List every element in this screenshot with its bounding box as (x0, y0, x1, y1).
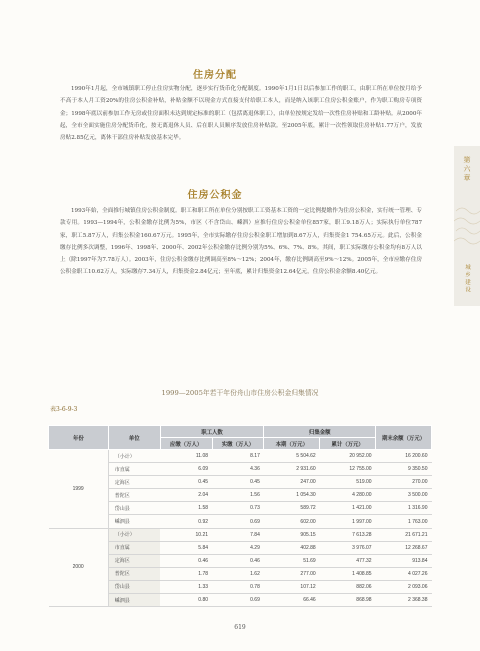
should-cell: 0.92 (160, 515, 212, 528)
actual-cell: 1.56 (212, 489, 264, 502)
year-cell: 2000 (49, 528, 109, 607)
unit-cell: 嵊泗县 (108, 515, 160, 528)
should-cell: 2.04 (160, 489, 212, 502)
balance-cell: 9 350.50 (376, 463, 432, 476)
should-cell: 1.78 (160, 567, 212, 580)
this-year-cell: 277.00 (264, 567, 320, 580)
page-number: 619 (234, 624, 246, 631)
unit-cell: 普陀区 (108, 567, 160, 580)
table-row (49, 528, 432, 541)
actual-cell: 0.69 (212, 594, 264, 607)
balance-cell: 4 027.26 (376, 567, 432, 580)
cumulative-cell: 1 997.00 (320, 515, 376, 528)
cumulative-cell: 4 280.00 (320, 489, 376, 502)
unit-cell: 岱山县 (108, 580, 160, 593)
actual-cell: 0.69 (212, 515, 264, 528)
this-year-cell: 107.12 (264, 580, 320, 593)
section-title-housing-allocation: 住房分配 (193, 70, 237, 81)
should-cell: 6.09 (160, 463, 212, 476)
this-year-cell: 602.00 (264, 515, 320, 528)
cumulative-cell: 882.06 (320, 580, 376, 593)
this-year-cell: 51.69 (264, 554, 320, 567)
actual-cell: 4.36 (212, 463, 264, 476)
unit-cell: （小计） (108, 450, 160, 463)
header-actual: 实缴（万人） (212, 438, 264, 450)
header-should: 应缴（万人） (160, 438, 212, 450)
cumulative-cell: 1 408.85 (320, 567, 376, 580)
unit-cell: 嵊泗县 (108, 594, 160, 607)
balance-cell: 21 671.21 (376, 528, 432, 541)
cumulative-cell: 519.00 (320, 476, 376, 489)
header-unit: 单位 (108, 426, 160, 450)
unit-cell: 市直属 (108, 463, 160, 476)
cumulative-cell: 20 952.00 (320, 450, 376, 463)
should-cell: 11.08 (160, 450, 212, 463)
this-year-cell: 905.15 (264, 528, 320, 541)
balance-cell: 1 316.90 (376, 502, 432, 515)
actual-cell: 7.84 (212, 528, 264, 541)
table-title: 1999—2005年若干年份舟山市住房公积金归集情况 (161, 389, 319, 397)
header-year: 年份 (49, 426, 109, 450)
cumulative-cell: 7 613.28 (320, 528, 376, 541)
this-year-cell: 2 931.60 (264, 463, 320, 476)
this-year-cell: 66.46 (264, 594, 320, 607)
table-row (49, 450, 432, 463)
header-balance: 期末余额（万元） (376, 426, 432, 450)
header-cumulative: 累计（万元） (320, 438, 376, 450)
this-year-cell: 5 504.62 (264, 450, 320, 463)
cumulative-cell: 1 421.00 (320, 502, 376, 515)
chapter-subtitle: 城乡建设 (464, 264, 470, 294)
actual-cell: 0.45 (212, 476, 264, 489)
should-cell: 0.46 (160, 554, 212, 567)
chapter-label: 第六章 (463, 156, 471, 183)
year-cell: 1999 (49, 450, 109, 529)
unit-cell: 市直属 (108, 541, 160, 554)
header-collected: 归集金额 (264, 426, 376, 438)
this-year-cell: 1 054.30 (264, 489, 320, 502)
this-year-cell: 402.88 (264, 541, 320, 554)
this-year-cell: 247.00 (264, 476, 320, 489)
section-title-housing-fund: 住房公积金 (187, 190, 243, 201)
header-this-year: 本期（万元） (264, 438, 320, 450)
chapter-side-tab (454, 146, 480, 306)
paragraph-housing-allocation: 1990年1月起，全市城镇职工停止住房实物分配，逐步实行货币化分配制度。1990年1月1日以后参加工作的职工，由职工所在单位按月给予不高于本人月工资20%的住房公积金补贴，补贴金额不以现金方式直接支付给职工本人，而是纳入该职工住房公积金账户，作为职工购房专项资金；1998年底以前参加工作无房或住房面积未达到规定标准的职工（包括离退休职工），由单位按规定发给一次性住房补贴和工龄补贴。从2000年起，全市全面实施住房分配货币化，按无离退休人员、后在职人员顺序发放住房补贴款。至2005年底，累计一次性领取住房补贴1.77万户，发放房贴2.85亿元，离休干部住房补贴发放基本完毕。 (60, 86, 422, 142)
actual-cell: 8.17 (212, 450, 264, 463)
should-cell: 5.84 (160, 541, 212, 554)
housing-fund-table (48, 425, 432, 607)
this-year-cell: 589.72 (264, 502, 320, 515)
cumulative-cell: 12 755.00 (320, 463, 376, 476)
should-cell: 10.21 (160, 528, 212, 541)
balance-cell: 270.00 (376, 476, 432, 489)
unit-cell: 定海区 (108, 554, 160, 567)
actual-cell: 0.73 (212, 502, 264, 515)
should-cell: 0.80 (160, 594, 212, 607)
should-cell: 0.45 (160, 476, 212, 489)
should-cell: 1.33 (160, 580, 212, 593)
table-number: 表3-6-9-3 (50, 406, 78, 413)
unit-cell: 普陀区 (108, 489, 160, 502)
balance-cell: 2 093.06 (376, 580, 432, 593)
balance-cell: 12 268.67 (376, 541, 432, 554)
cumulative-cell: 477.32 (320, 554, 376, 567)
balance-cell: 913.84 (376, 554, 432, 567)
unit-cell: 定海区 (108, 476, 160, 489)
balance-cell: 16 200.60 (376, 450, 432, 463)
actual-cell: 1.62 (212, 567, 264, 580)
actual-cell: 0.46 (212, 554, 264, 567)
balance-cell: 1 763.00 (376, 515, 432, 528)
cumulative-cell: 868.98 (320, 594, 376, 607)
should-cell: 1.58 (160, 502, 212, 515)
cumulative-cell: 3 976.07 (320, 541, 376, 554)
balance-cell: 3 500.00 (376, 489, 432, 502)
actual-cell: 4.29 (212, 541, 264, 554)
paragraph-housing-fund: 1993年始，全面推行城镇住房公积金制度。职工和职工所在单位分别按职工工资基本工资的一定比例提缴作为住房公积金，实行统一管理、专款专用。1993—1994年，公积金缴存比例为5%，市区（不含岱山、嵊泗）应推行住房公积金单位857家，职工9.18万人；实际执行单位787家，职工5.87万人，归集公积金160.67万元。1995年，全市实际缴存住房公积金职工增加到8.67万人，归集资金1 754.65万元。此后，公积金缴存比例多次调整，1996年、1998年、2000年、2002年公积金缴存比例分别为5%、6%、7%、8%。其间，职工实际缴存公积金均有8万人以上（除1997年为7.78万人）。2003年，住房公积金缴存比例调高至8%～12%；2004年，缴存比例调高至9%～12%。2005年，全市应缴存住房公积金职工10.62万人，实际缴存7.34万人，归集资金2.84亿元；至年底，累计归集资金12.64亿元，住房公积金余额8.40亿元。 (60, 208, 422, 276)
wave-decoration-icon (454, 201, 480, 251)
unit-cell: 岱山县 (108, 502, 160, 515)
unit-cell: （小计） (108, 528, 160, 541)
actual-cell: 0.78 (212, 580, 264, 593)
balance-cell: 2 368.38 (376, 594, 432, 607)
header-staff: 职工人数 (160, 426, 264, 438)
